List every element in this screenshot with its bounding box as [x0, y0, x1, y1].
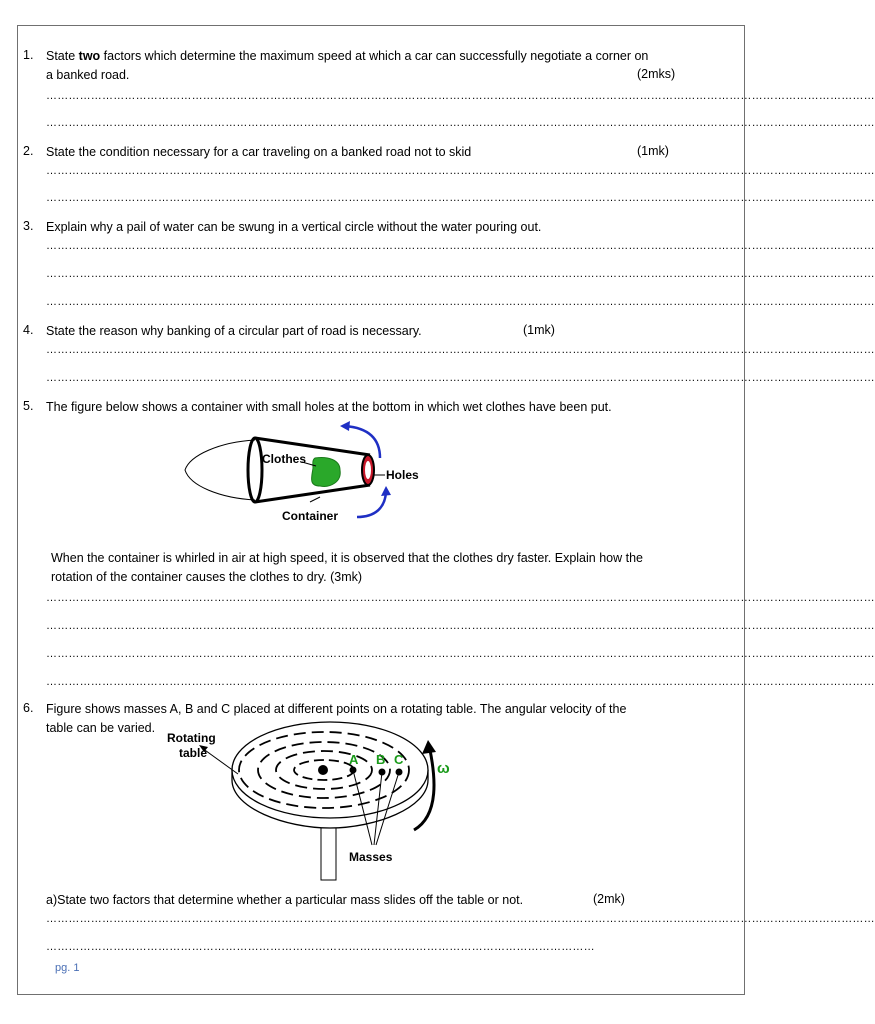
q6a-text: a)State two factors that determine whether a particular mass slides off the table or not. — [46, 893, 524, 907]
q1-text-bold: two — [78, 49, 101, 63]
label-clothes: Clothes — [262, 452, 307, 466]
q1-text — [46, 47, 726, 66]
answer-line: …………………………………………………………………………………………………………………………………………………………………………………………………… — [46, 648, 875, 660]
q4-number: 4. — [23, 323, 34, 337]
clothes-blob — [312, 458, 341, 487]
container-mouth — [248, 438, 262, 502]
answer-line: …………………………………………………………………………………………………………………………………………………………………………………………………… — [46, 117, 875, 129]
q1-text-line2: a banked road. — [46, 68, 130, 82]
q6-text-line1: Figure shows masses A, B and C placed at different points on a rotating table. The angular velocity of the — [46, 702, 627, 716]
q4-marks: (1mk) — [523, 323, 555, 337]
answer-line: …………………………………………………………………………………………………………………………………………………………………………………………………… — [46, 913, 875, 925]
q1-text-before: State — [46, 49, 79, 63]
answer-line: …………………………………………………………………………………………………………………………………………………………………………………………………… — [46, 592, 875, 604]
q5-paragraph-line1: When the container is whirled in air at high speed, it is observed that the clothes dry faster. Explain how the — [51, 551, 643, 565]
q5-text: The figure below shows a container with small holes at the bottom in which wet clothes have been put. — [46, 400, 612, 414]
table-stand — [321, 820, 336, 880]
rotating-table-figure — [190, 720, 470, 885]
upper-arrow-head — [340, 421, 350, 431]
q1-text-after: factors which determine the maximum speed at which a car can successfully negotiate a corner on — [100, 49, 649, 63]
container-bottom-edge — [255, 485, 370, 502]
label-masses: Masses — [349, 850, 393, 864]
lower-arrow-head — [381, 486, 391, 496]
label-omega: ω — [437, 760, 450, 777]
answer-line: …………………………………………………………………………………………………………………………………………………………………………………………………… — [46, 676, 875, 688]
page-number: pg. 1 — [55, 962, 80, 974]
answer-line: …………………………………………………………………………………………………………………………………………………………………………………………………… — [46, 344, 875, 356]
q1-number: 1. — [23, 48, 34, 62]
bag-outline — [185, 440, 255, 500]
answer-line: …………………………………………………………………………………………………………………………………………………………………………………………………… — [46, 240, 875, 252]
answer-line: ………………………………………………………………………………………………………………………………… — [46, 941, 595, 953]
table-center — [318, 765, 328, 775]
label-holes: Holes — [386, 468, 419, 482]
q6-text-line2: table can be varied. — [46, 721, 156, 735]
answer-line: …………………………………………………………………………………………………………………………………………………………………………………………………… — [46, 165, 875, 177]
table-pointer — [202, 748, 238, 774]
answer-line: …………………………………………………………………………………………………………………………………………………………………………………………………… — [46, 268, 875, 280]
holes-inner — [365, 461, 371, 479]
answer-line: …………………………………………………………………………………………………………………………………………………………………………………………………… — [46, 192, 875, 204]
q5-paragraph-line2: rotation of the container causes the clothes to dry. (3mk) — [51, 570, 363, 584]
label-mass-b: B — [376, 752, 386, 767]
label-rotating: Rotating — [167, 731, 216, 745]
q3-text: Explain why a pail of water can be swung in a vertical circle without the water pouring out. — [46, 220, 542, 234]
container-pointer — [310, 497, 320, 502]
q3-number: 3. — [23, 219, 34, 233]
answer-line: …………………………………………………………………………………………………………………………………………………………………………………………………… — [46, 90, 875, 102]
q1-marks: (2mks) — [637, 67, 676, 81]
label-table: table — [179, 746, 208, 760]
answer-line: …………………………………………………………………………………………………………………………………………………………………………………………………… — [46, 296, 875, 308]
label-container: Container — [282, 509, 339, 523]
q2-text: State the condition necessary for a car traveling on a banked road not to skid — [46, 145, 472, 159]
answer-line: …………………………………………………………………………………………………………………………………………………………………………………………………… — [46, 372, 875, 384]
q4-text: State the reason why banking of a circular part of road is necessary. — [46, 324, 422, 338]
label-mass-c: C — [394, 752, 404, 767]
label-mass-a: A — [349, 752, 359, 767]
q6a-marks: (2mk) — [593, 892, 625, 906]
q6-number: 6. — [23, 701, 34, 715]
q5-number: 5. — [23, 399, 34, 413]
answer-line: …………………………………………………………………………………………………………………………………………………………………………………………………… — [46, 620, 875, 632]
omega-arrow-head — [422, 740, 436, 754]
q2-number: 2. — [23, 144, 34, 158]
q2-marks: (1mk) — [637, 144, 669, 158]
